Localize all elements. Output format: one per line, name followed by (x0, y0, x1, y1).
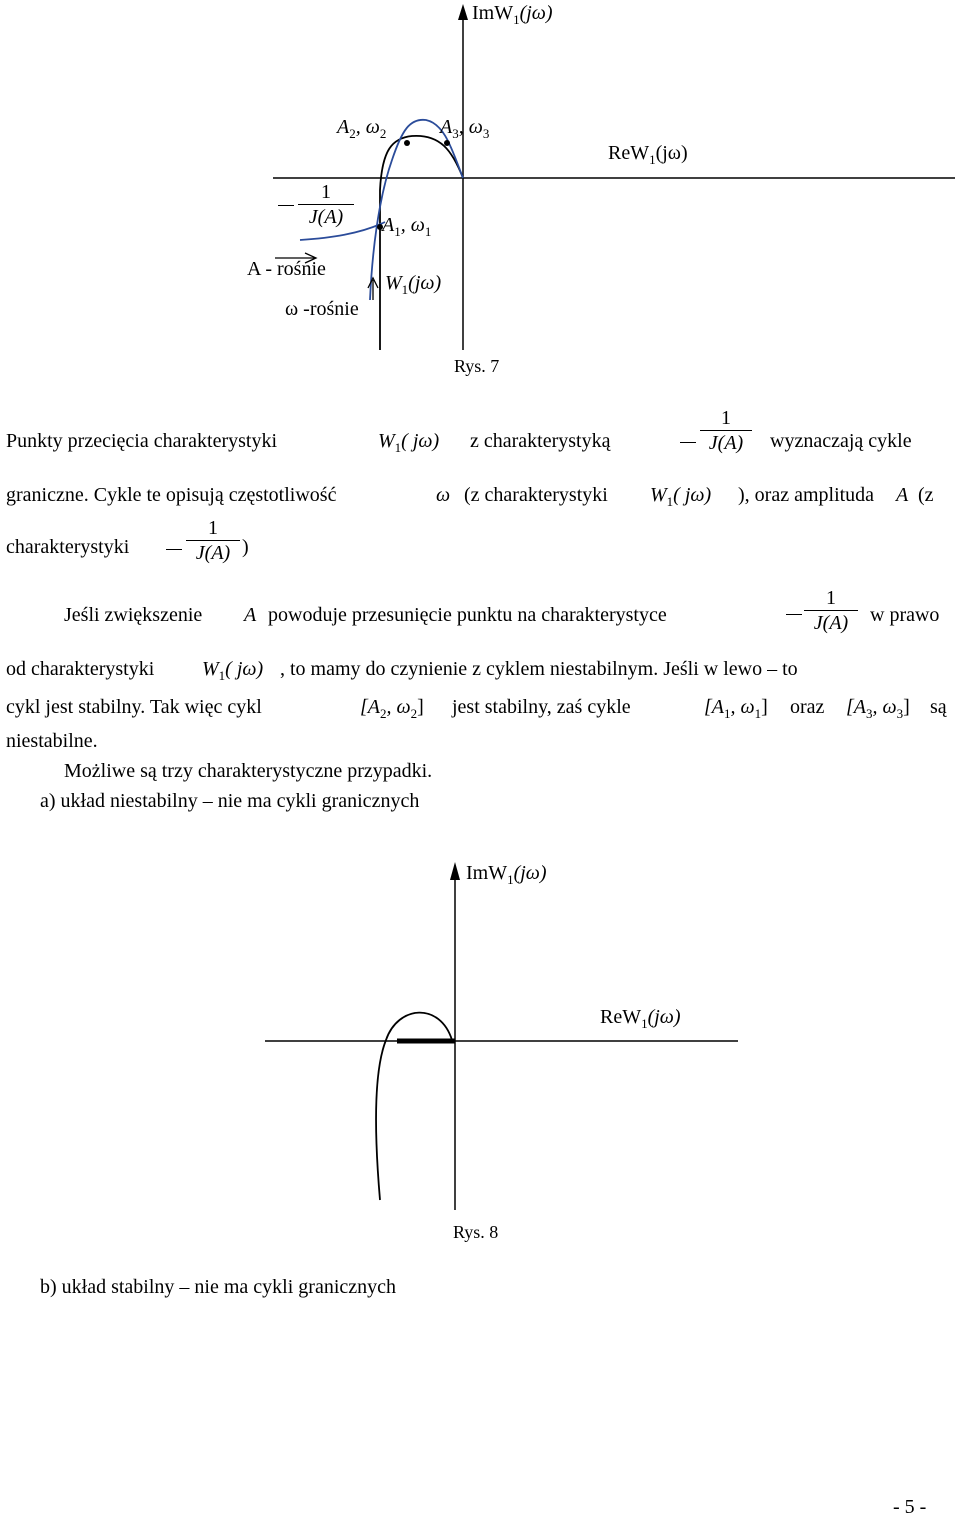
para2-w1: $W_1$( jω) (650, 484, 712, 509)
para3-fraction: 1 J(A) (186, 516, 240, 565)
fig7-point-a2 (404, 140, 410, 146)
para4-minus-sign (786, 614, 802, 615)
fig7-point-a2-label: $A_2$, $\omega_2$ (337, 116, 387, 141)
para6-text-c: oraz (790, 696, 825, 718)
list-item-b: b) układ stabilny – nie ma cykli granicznych (40, 1276, 397, 1298)
para2-text-a: graniczne. Cykle te opisują częstotliwość (6, 484, 337, 506)
para1-text-c: wyznaczają cykle (770, 430, 912, 452)
para1-minus-sign (680, 442, 696, 443)
para3-text-a: charakterystyki (6, 536, 130, 558)
para4-text-a: Jeśli zwiększenie (64, 604, 203, 626)
para5-text-a: od charakterystyki (6, 658, 155, 680)
para6-text-b: jest stabilny, zaś cykle (452, 696, 631, 718)
fig7-a-grows-label: A - rośnie (247, 258, 326, 280)
para4-text-b: powoduje przesunięcie punktu na charakterystyce (268, 604, 667, 626)
para3-minus-sign (166, 549, 182, 550)
para2-omega: ω (436, 484, 451, 506)
fig8-im-axis-label: ImW$_1$(jω) (466, 862, 547, 887)
para1-w1: $W_1$( jω) (378, 430, 440, 455)
para4-text-c: w prawo (870, 604, 940, 626)
para1-text-b: z charakterystyką (470, 430, 611, 452)
fig7-point-a3-label: $A_3$, $\omega_3$ (440, 116, 490, 141)
para8-text: Możliwe są trzy charakterystyczne przypadki. (64, 760, 433, 782)
page-number: - 5 - (893, 1496, 927, 1518)
para6-cycle-2: [$A_2$, $\omega_2$] (360, 696, 424, 721)
para1-fraction: 1 J(A) (700, 406, 752, 455)
fig7-im-arrowhead (458, 4, 468, 20)
para6-cycle-1: [$A_1$, $\omega_1$] (704, 696, 768, 721)
para2-text-b: (z charakterystyki (464, 484, 608, 506)
para6-text-a: cykl jest stabilny. Tak więc cykl (6, 696, 262, 718)
para1-text-a: Punkty przecięcia charakterystyki (6, 430, 277, 452)
para2-text-c: ), oraz amplituda (738, 484, 875, 506)
fig7-point-a1-label: $A_1$, $\omega_1$ (382, 214, 432, 239)
para5-text-b: , to mamy do czynienie z cyklem niestabilnym. Jeśli w lewo – to (280, 658, 798, 680)
fig7-caption: Rys. 7 (454, 356, 500, 376)
para6-text-d: są (930, 696, 947, 718)
fig7-inverse-describing-function-curve (380, 136, 463, 350)
fig7-w1-label: $W_1(j\omega)$ (385, 272, 442, 297)
para2-amplitude-a: A (896, 484, 909, 506)
fig7-fraction: 1 J(A) (298, 180, 354, 229)
fig8-re-axis-label: ReW$_1$(jω) (600, 1006, 681, 1031)
para6-cycle-3: [$A_3$, $\omega_3$] (846, 696, 910, 721)
para4-amplitude-a: A (244, 604, 257, 626)
para5-w1: $W_1$( jω) (202, 658, 264, 683)
fig8-im-arrowhead (450, 862, 460, 880)
fig7-re-axis-label: ReW$_1$(jω) (608, 142, 688, 167)
para2-text-d: (z (918, 484, 934, 506)
fig8-caption: Rys. 8 (453, 1222, 499, 1242)
fig7-omega-grows-label: ω -rośnie (285, 298, 359, 320)
para7-text: niestabilne. (6, 730, 98, 752)
list-item-a: a) układ niestabilny – nie ma cykli granicznych (40, 790, 420, 812)
para3-text-b: ) (242, 536, 249, 558)
fig7-im-axis-label: ImW$_1$(jω) (472, 2, 553, 27)
para4-fraction: 1 J(A) (804, 586, 858, 635)
fig7-minus-sign (278, 205, 294, 206)
